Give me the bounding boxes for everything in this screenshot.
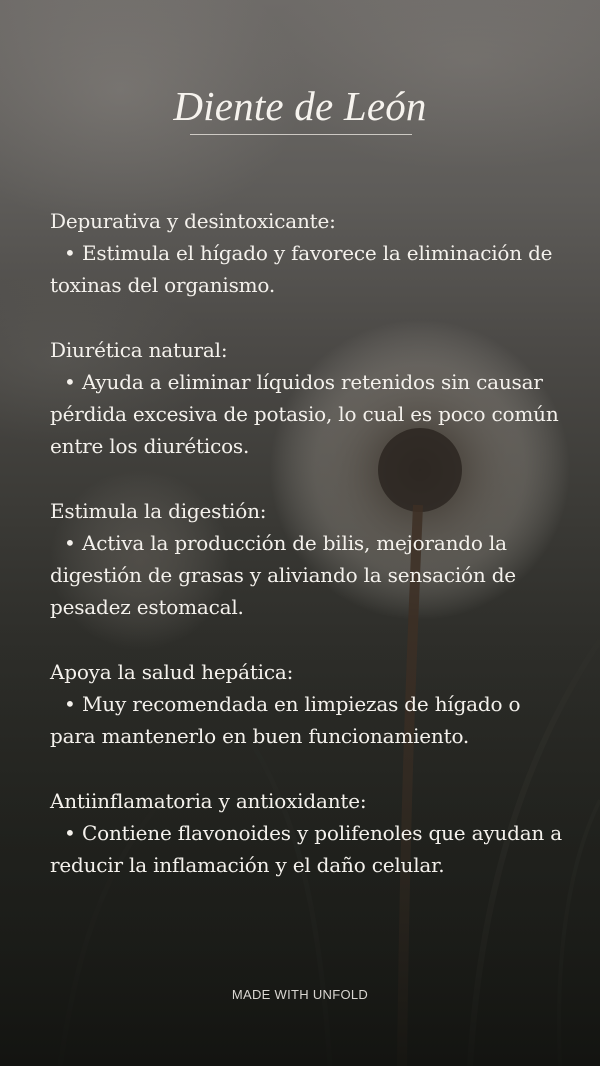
bullet-icon: • (64, 821, 76, 845)
benefit-section (50, 205, 570, 301)
benefit-section (50, 495, 570, 623)
benefit-heading: Apoya la salud hepática: (50, 660, 294, 684)
benefit-text: • Ayuda a eliminar líquidos retenidos sin causar pérdida excesiva de potasio, lo cual es poco común entre los diuréticos. (50, 366, 570, 462)
made-with-unfold-watermark: MADE WITH UNFOLD (231, 987, 369, 1002)
bullet-icon: • (64, 692, 76, 716)
benefit-text: • Estimula el hígado y favorece la eliminación de toxinas del organismo. (50, 237, 570, 301)
bullet-icon: • (64, 370, 76, 394)
benefit-text: • Contiene flavonoides y polifenoles que ayudan a reducir la inflamación y el daño celular. (50, 817, 570, 881)
benefit-text: • Muy recomendada en limpiezas de hígado o para mantenerlo en buen funcionamiento. (50, 688, 570, 752)
benefit-text: • Activa la producción de bilis, mejorando la digestión de grasas y aliviando la sensación de pesadez estomacal. (50, 527, 570, 623)
bullet-icon: • (64, 241, 76, 265)
benefit-heading: Diurética natural: (50, 338, 228, 362)
title-divider (190, 134, 412, 135)
benefit-section (50, 656, 570, 752)
benefit-heading: Estimula la digestión: (50, 499, 267, 523)
benefit-section (50, 334, 570, 462)
page-title: Diente de León (173, 83, 427, 129)
benefit-heading: Depurativa y desintoxicante: (50, 209, 336, 233)
benefit-heading: Antiinflamatoria y antioxidante: (50, 789, 367, 813)
benefits-list (50, 205, 570, 914)
benefit-section (50, 785, 570, 881)
bullet-icon: • (64, 531, 76, 555)
